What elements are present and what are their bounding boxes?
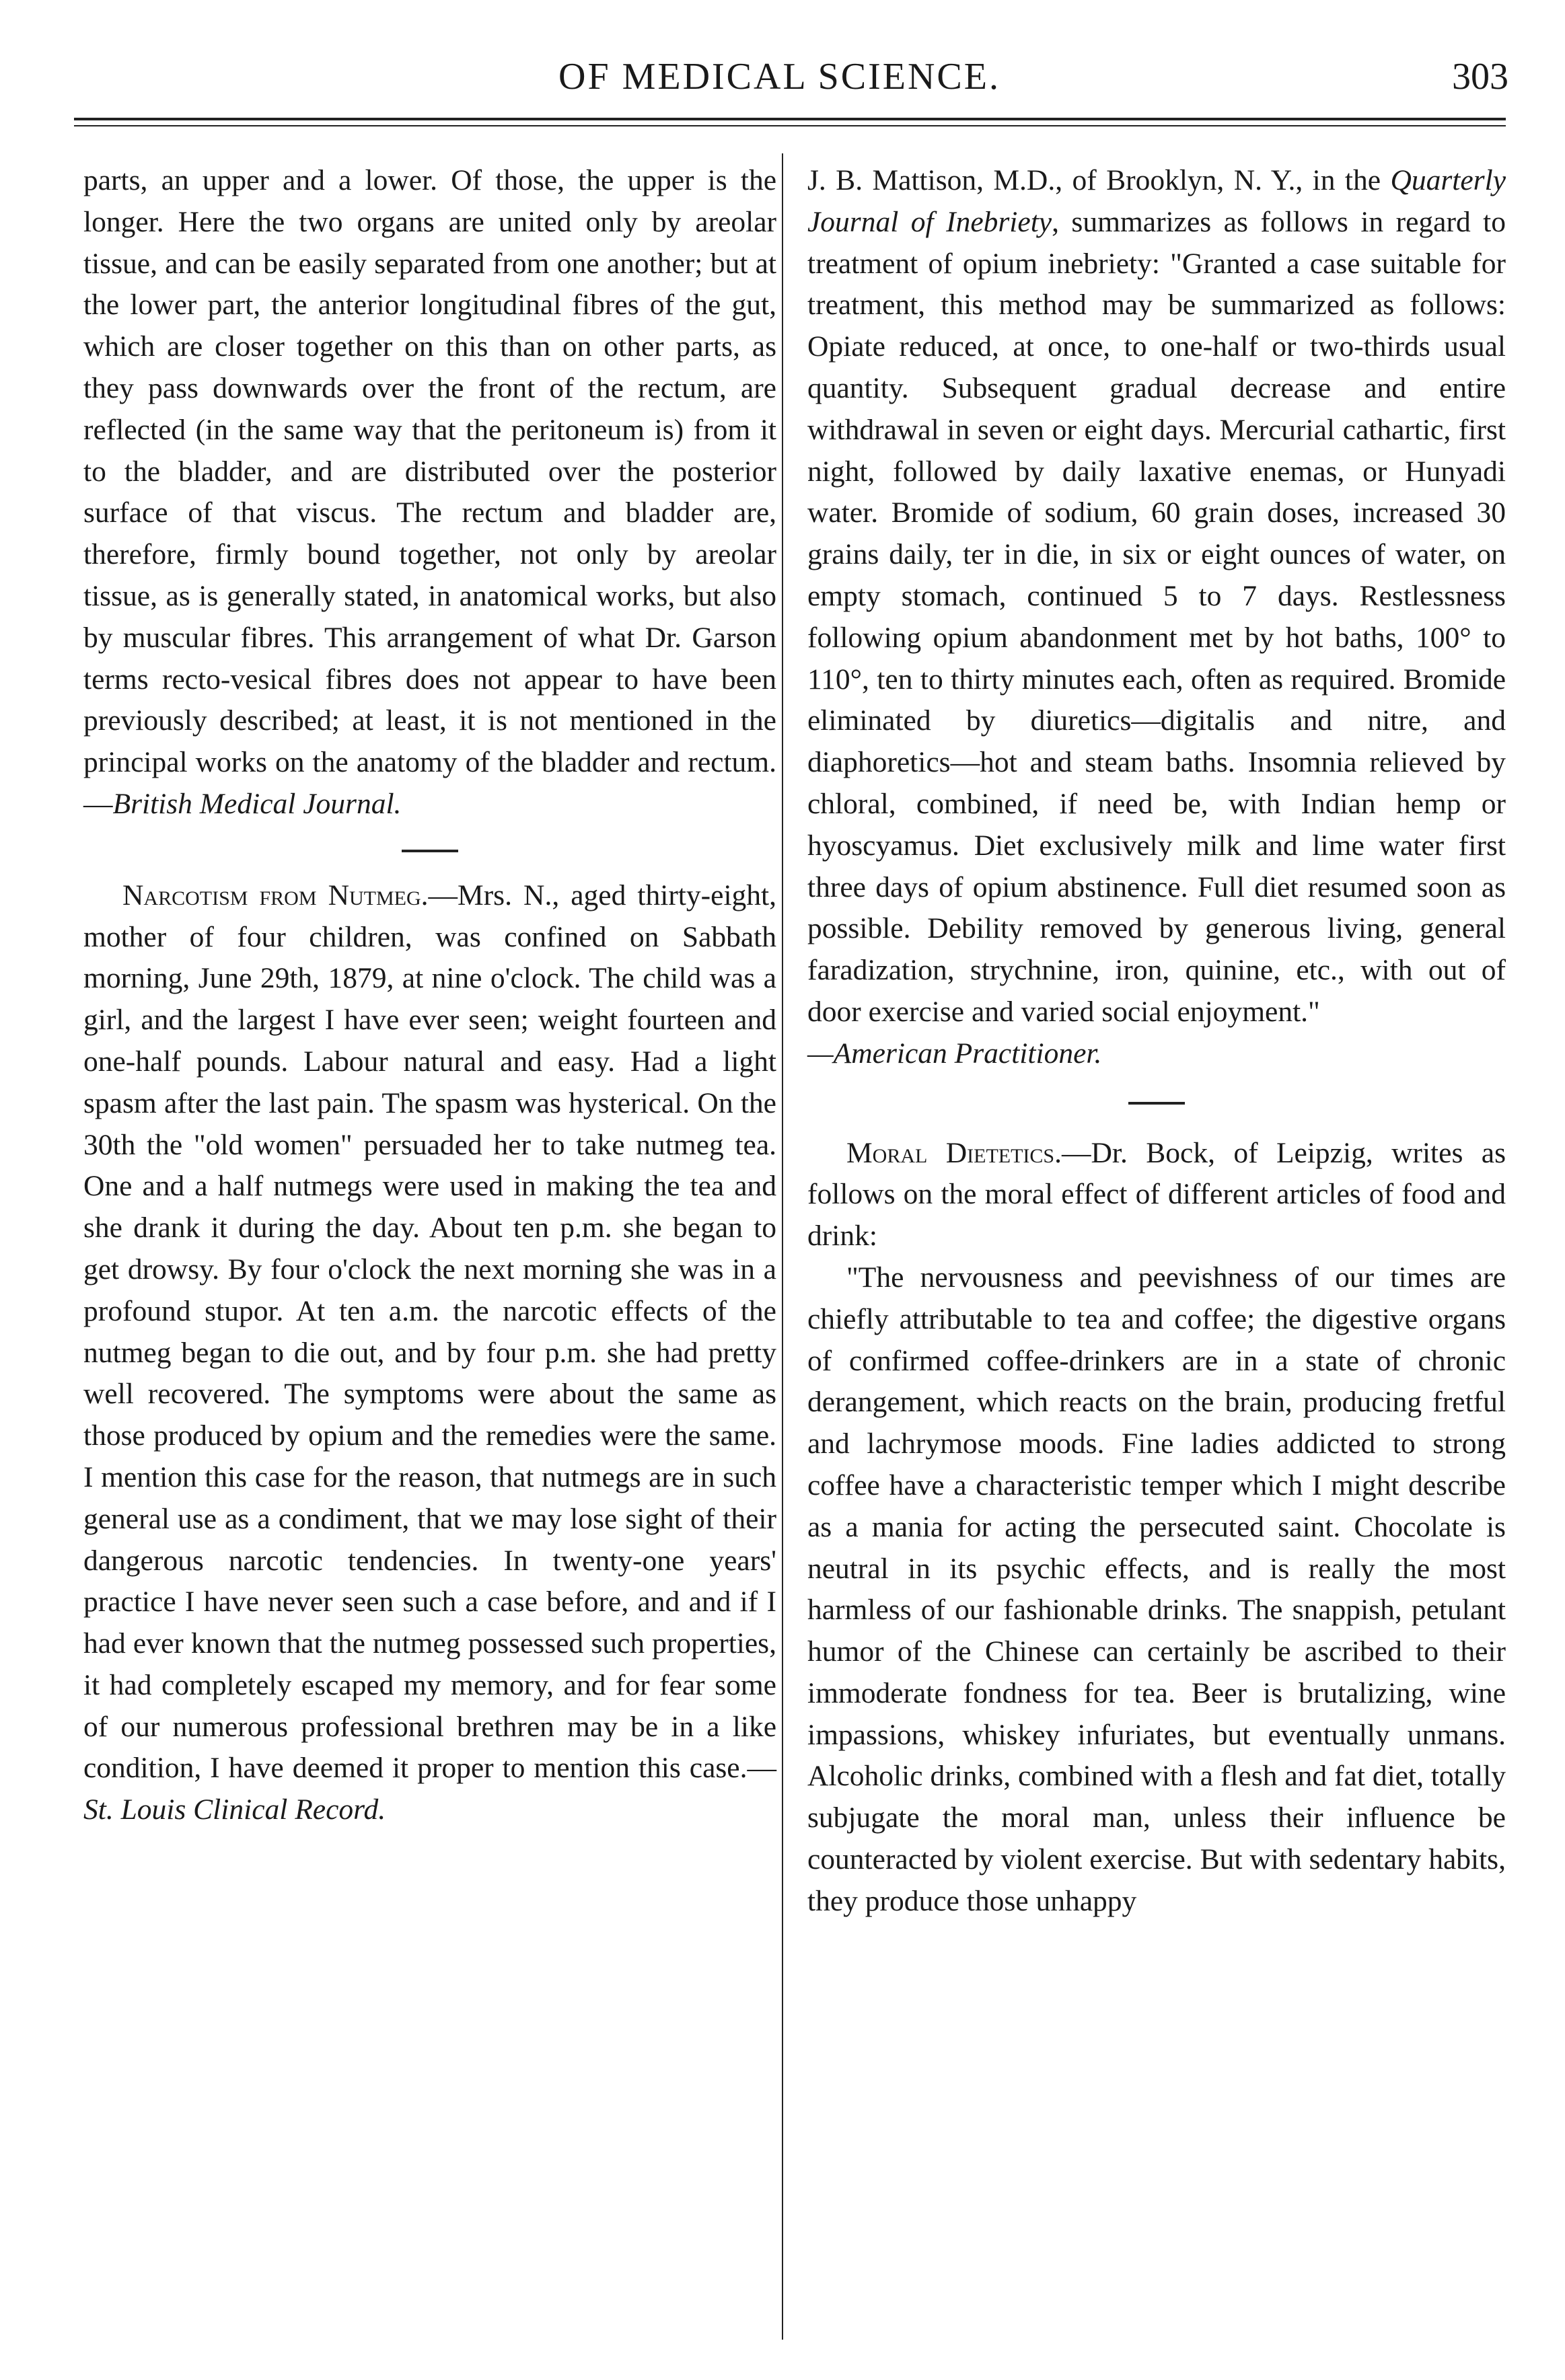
article-separator	[402, 850, 458, 852]
source-citation: St. Louis Clinical Record.	[83, 1793, 386, 1826]
continued-paragraph-text: , summarizes as follows in regard to treatment of opium inebriety: "Granted a case suitable for treatment, this method may be summarized as follows: Opiate reduced, at once, to one-half or two-thirds usual quantity. Subsequent gradual decrease and entire withdrawal in seven or eight days. Mercurial cathartic, first night, followed by daily laxative enemas, or Hunyadi water. Bromide of sodium, 60 grain doses, increased 30 grains daily, ter in die, in six or eight ounces of water, on empty stomach, continued 5 to 7 days. Restlessness following opium abandonment met by hot baths, 100° to 110°, ten to thirty minutes each, often as required. Bromide eliminated by diuretics—digitalis and nitre, and diaphoretics—hot and steam baths. Insomnia relieved by chloral, combined, if need be, with Indian hemp or hyoscyamus. Diet exclusively milk and lime water first three days of opium abstinence. Full diet resumed soon as possible. Debility removed by generous living, general faradization, strychnine, iron, quinine, etc., with out of door exercise and varied social enjoyment."	[807, 205, 1506, 1028]
header-rule	[74, 118, 1506, 120]
page-header	[0, 55, 1565, 116]
source-citation: British Medical Journal.	[112, 787, 402, 820]
column-divider	[782, 153, 783, 2340]
page-number: 303	[1452, 56, 1508, 98]
running-title: OF MEDICAL SCIENCE.	[558, 56, 1000, 98]
left-column	[83, 160, 776, 1831]
article-body: —Mrs. N., aged thirty-eight, mother of four children, was confined on Sabbath morning, June 29th, 1879, at nine o'clock. The child was a girl, and the largest I have ever seen; weight fourteen and one-half pounds. Labour natural and easy. Had a light spasm after the last pain. The spasm was hysterical. On the 30th the "old women" persuaded her to take nutmeg tea. One and a half nutmegs were used in making the tea and she drank it during the day. About ten p.m. she began to get drowsy. By four o'clock the next morning she was in a profound stupor. At ten a.m. the narcotic effects of the nutmeg began to die out, and by four p.m. she had pretty well recovered. The symptoms were about the same as those produced by opium and the remedies were the same. I mention this case for the reason, that nutmegs are in such general use as a condiment, that we may lose sight of their dangerous narcotic tendencies. In twenty-one years' practice I have never seen such a case before, and and if I had ever known that the nutmeg possessed such properties, it had completely escaped my memory, and for fear some of our numerous professional brethren may be in a like condition, I have deemed it proper to mention this case.—	[83, 879, 776, 1785]
right-column	[807, 160, 1506, 1923]
journal-title: Quarterly Journal of Inebriety	[807, 164, 1506, 238]
header-rule-thin	[74, 125, 1506, 126]
article-separator	[1128, 1102, 1185, 1105]
continued-paragraph-text: J. B. Mattison, M.D., of Brooklyn, N. Y., in the	[807, 164, 1391, 196]
article-intro: —Dr. Bock, of Leipzig, writes as follows on the moral effect of different articles of food and drink:	[807, 1136, 1506, 1253]
article-moral-dietetics	[807, 1133, 1506, 1257]
continued-paragraph	[83, 160, 776, 825]
continued-paragraph	[807, 160, 1506, 1033]
source-line	[807, 1033, 1506, 1075]
source-citation: —American Practitioner.	[807, 1037, 1102, 1070]
article-heading: Moral Dietetics.	[846, 1136, 1062, 1169]
article-quote: "The nervousness and peevishness of our times are chiefly attributable to tea and coffee; the digestive organs of confirmed coffee-drinkers are in a state of chronic derangement, which reacts on the brain, producing fretful and lachrymose moods. Fine ladies addicted to strong coffee have a characteristic temper which I might describe as a mania for acting the persecuted saint. Chocolate is neutral in its psychic effects, and is really the most harmless of our fashionable drinks. The snappish, petulant humor of the Chinese can certainly be ascribed to their immoderate fondness for tea. Beer is brutalizing, wine impassions, whiskey infuriates, but eventually unmans. Alcoholic drinks, combined with a flesh and fat diet, totally subjugate the moral man, unless their influence be counteracted by violent exercise. But with sedentary habits, they produce those unhappy	[807, 1261, 1506, 1917]
article-nutmeg	[83, 875, 776, 1831]
article-heading: Narcotism from Nutmeg.	[122, 879, 429, 912]
continued-paragraph-text: parts, an upper and a lower. Of those, the upper is the longer. Here the two organs are united only by areolar tissue, and can be easily separated from one another; but at the lower part, the anterior longitudinal fibres of the gut, which are closer together on this than on other parts, as they pass downwards over the front of the rectum, are reflected (in the same way that the peritoneum is) from it to the bladder, and are distributed over the posterior surface of that viscus. The rectum and bladder are, therefore, firmly bound together, not only by areolar tissue, as is generally stated, in anatomical works, but also by muscular fibres. This arrangement of what Dr. Garson terms recto-vesical fibres does not appear to have been previously described; at least, it is not mentioned in the principal works on the anatomy of the bladder and rectum.—	[83, 164, 776, 820]
